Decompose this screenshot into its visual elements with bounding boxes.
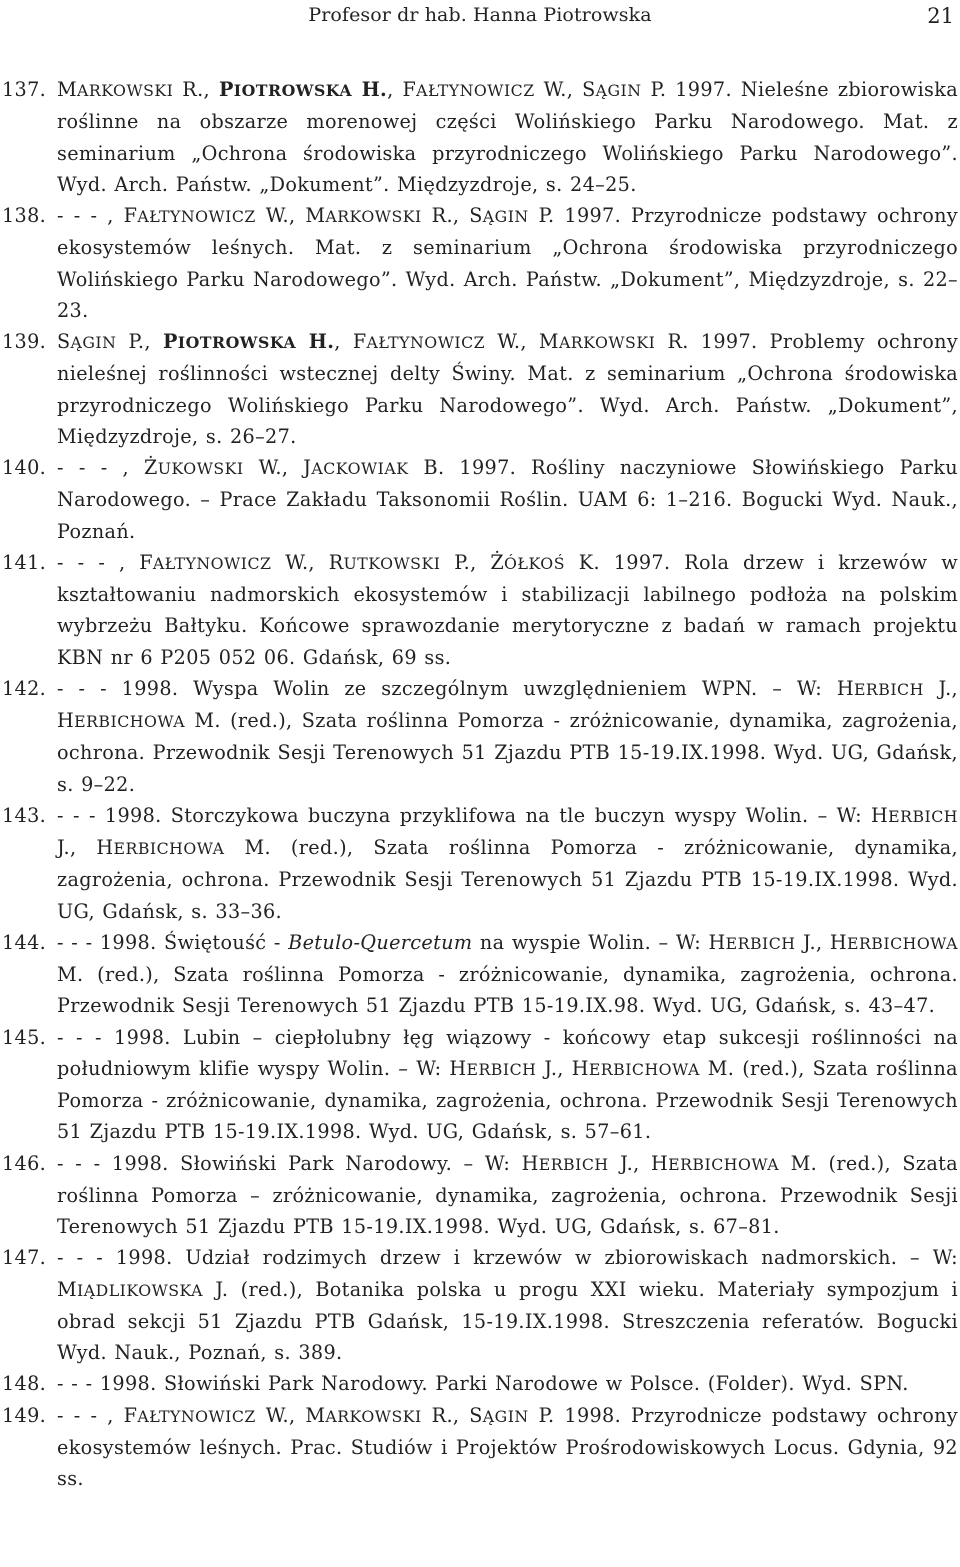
reference-text: ĄGIN: [70, 333, 117, 352]
page-number: 21: [927, 4, 954, 28]
reference-text: - - - , F: [57, 550, 153, 574]
reference-text: AŁTYNOWICZ: [137, 207, 256, 226]
reference-text: - - - 1998. Udział rodzimych drzew i krzewów w zbiorowiskach nadmorskich. – W: M: [57, 1246, 958, 1301]
reference-text: ĄGIN: [482, 207, 529, 226]
reference-text: M. (red.), Szata roślinna Pomorza – zróżnicowanie, dynamika, zagrożenia, ochrona. Przewodnik Sesji Terenowych 51 Zjazdu PTB 15-19.IX.1998. Wyd. UG, Gdańsk, s. 67–81.: [57, 1151, 958, 1238]
reference-entry: [2, 1368, 958, 1399]
reference-entry: [2, 800, 958, 927]
reference-entry: [2, 673, 958, 800]
reference-text: R., S: [421, 1403, 483, 1427]
reference-text: ERBICH: [853, 679, 924, 699]
reference-text: - - - 1998. Lubin – ciepłolubny łęg wiązowy - końcowy etap sukcesji roślinności na południowym klifie wyspy Wolin. – W: H: [57, 1025, 958, 1080]
reference-number: 144.: [2, 930, 47, 954]
reference-text: J. (red.), Botanika polska u progu XXI wieku. Materiały sympozjum i obrad sekcji 51 Zjazdu PTB Gdańsk, 15-19.IX.1998. Streszczenia referatów. Bogucki Wyd. Nauk., Poznań, s. 389.: [57, 1277, 958, 1364]
reference-text: - - - 1998. Słowiński Park Narodowy. – W: H: [57, 1151, 539, 1175]
reference-text: M. (red.), Szata roślinna Pomorza - zróżnicowanie, dynamika, zagrożenia, ochrona. Przewodnik Sesji Terenowych 51 Zjazdu PTB 15-19.IX.1998. Wyd. UG, Gdańsk, s. 33–36.: [57, 836, 959, 923]
reference-entry: [2, 1022, 958, 1148]
reference-text: ERBICHOWA: [74, 712, 186, 731]
reference-text: W., J: [243, 456, 312, 479]
reference-number: 149.: [2, 1403, 47, 1427]
reference-number: 139.: [2, 330, 47, 353]
reference-text: R.,: [173, 78, 219, 101]
reference-text: ERBICH: [538, 1154, 609, 1174]
reference-entry: [2, 1400, 958, 1495]
reference-entry: [2, 1148, 958, 1243]
reference-number: 147.: [2, 1246, 47, 1270]
reference-number: 137.: [2, 78, 47, 101]
reference-text: W., M: [485, 330, 559, 353]
reference-text: P.,: [116, 330, 163, 353]
running-header: [2, 0, 958, 30]
reference-text: ERBICH: [888, 806, 958, 826]
reference-text: J., H: [608, 1151, 669, 1175]
reference-text: P., Ż: [440, 550, 505, 574]
reference-text: UKOWSKI: [157, 459, 244, 478]
reference-number: 148.: [2, 1372, 47, 1396]
reference-text: - - - 1998. Świętouść -: [57, 930, 289, 954]
reference-text: ARKOWSKI: [77, 81, 174, 100]
reference-text: M. (red.), Szata roślinna Pomorza - zróżnicowanie, dynamika, zagrożenia, ochrona. Przewodnik Sesji Terenowych 51 Zjazdu PTB 15-19.IX.1998. Wyd. UG, Gdańsk, s. 57–61.: [57, 1056, 958, 1144]
reference-text: AŁTYNOWICZ: [152, 553, 272, 573]
reference-text: ACKOWIAK: [311, 459, 409, 478]
reference-list: [2, 74, 958, 1494]
reference-text: W., S: [534, 78, 596, 101]
reference-text: R., S: [421, 204, 483, 227]
reference-text: AŁTYNOWICZ: [137, 1406, 256, 1426]
header-author: Profesor dr hab. Hanna Piotrowska: [308, 4, 652, 26]
reference-text: - - - 1998. Wyspa Wolin ze szczególnym uwzględnieniem WPN. – W: H: [57, 676, 854, 700]
reference-text: , F: [334, 330, 367, 353]
reference-text: Betulo-Quercetum: [288, 930, 473, 954]
reference-text: J., H: [795, 930, 847, 954]
reference-text: ÓŁKOŚ: [504, 553, 565, 573]
reference-text: , F: [387, 78, 417, 101]
reference-text: AŁTYNOWICZ: [416, 81, 535, 100]
reference-text: IOTROWSKA: [233, 81, 353, 100]
reference-text: H.: [352, 78, 388, 101]
reference-text: AŁTYNOWICZ: [366, 333, 486, 352]
reference-text: R. 1997. Problemy ochrony nieleśnej roślinności wstecznej delty Świny. Mat. z seminarium „Ochrona środowiska przyrodniczego Wolińskiego Parku Narodowego”. Wyd. Arch. Państw. „Dokument”, Międzyzdroje, s. 26–27.: [57, 330, 959, 448]
reference-number: 142.: [2, 676, 47, 700]
reference-text: J., H: [57, 676, 958, 732]
reference-number: 141.: [2, 550, 47, 574]
reference-text: P: [162, 330, 178, 353]
reference-text: ERBICHOWA: [668, 1154, 780, 1174]
reference-entry: [2, 547, 958, 673]
reference-number: 146.: [2, 1151, 47, 1175]
reference-text: M. (red.), Szata roślinna Pomorza - zróżnicowanie, dynamika, zagrożenia, ochrona. Przewodnik Sesji Terenowych 51 Zjazdu PTB 15-19.IX.1998. Wyd. UG, Gdańsk, s. 9–22.: [57, 709, 958, 796]
reference-text: - - - 1998. Storczykowa buczyna przyklifowa na tle buczyn wyspy Wolin. – W: H: [57, 803, 889, 827]
reference-entry: [2, 927, 958, 1022]
reference-text: - - - , Ż: [57, 456, 158, 479]
reference-text: ARKOWSKI: [325, 1406, 422, 1426]
reference-text: ARKOWSKI: [325, 207, 422, 226]
reference-text: J., H: [536, 1056, 589, 1080]
reference-text: W., R: [271, 550, 344, 574]
reference-text: ERBICH: [725, 933, 796, 953]
reference-text: P. 1998. Przyrodnicze podstawy ochrony ekosystemów leśnych. Prac. Studiów i Projektów Prośrodowiskowych Locus. Gdynia, 92 ss.: [57, 1403, 958, 1490]
reference-text: IĄDLIKOWSKA: [77, 1280, 204, 1300]
reference-text: K. 1997. Rola drzew i krzewów w kształtowaniu nadmorskich ekosystemów i stabilizacji labilnego podłoża na polskim wybrzeżu Bałtyku. Końcowe sprawozdanie merytoryczne z badań w ramach projektu KBN nr 6 P205 052 06. Gdańsk, 69 ss.: [57, 550, 958, 669]
reference-text: W., M: [255, 1403, 326, 1427]
reference-text: M. (red.), Szata roślinna Pomorza - zróżnicowanie, dynamika, zagrożenia, ochrona. Przewodnik Sesji Terenowych 51 Zjazdu PTB 15-19.IX.98. Wyd. UG, Gdańsk, s. 43–47.: [57, 963, 958, 1018]
reference-number: 143.: [2, 803, 47, 827]
reference-entry: [2, 74, 958, 200]
reference-text: ĄGIN: [595, 81, 642, 100]
reference-text: ARKOWSKI: [558, 333, 656, 352]
reference-text: P. 1997. Przyrodnicze podstawy ochrony ekosystemów leśnych. Mat. z seminarium „Ochrona środowiska przyrodniczego Wolińskiego Parku Narodowego”. Wyd. Arch. Państw. „Dokument”, Międzyzdroje, s. 22–23.: [57, 204, 958, 322]
reference-number: 140.: [2, 456, 47, 479]
reference-text: na wyspie Wolin. – W: H: [472, 930, 726, 954]
reference-text: B. 1997. Rośliny naczyniowe Słowińskiego Parku Narodowego. – Prace Zakładu Taksonomii Roślin. UAM 6: 1–216. Bogucki Wyd. Nauk., Poznań.: [57, 456, 958, 543]
reference-text: J., H: [57, 836, 114, 859]
reference-text: W., M: [255, 204, 326, 227]
reference-text: P: [218, 78, 234, 101]
reference-text: M: [57, 78, 77, 101]
reference-text: ERBICHOWA: [846, 933, 958, 953]
reference-text: H.: [296, 330, 335, 353]
reference-number: 138.: [2, 204, 47, 227]
reference-number: 145.: [2, 1025, 47, 1049]
reference-text: ERBICHOWA: [588, 1059, 700, 1079]
reference-entry: [2, 452, 958, 547]
reference-text: - - - , F: [57, 1403, 138, 1427]
reference-text: IOTROWSKA: [177, 333, 297, 352]
reference-entry: [2, 1242, 958, 1368]
reference-text: UTKOWSKI: [343, 553, 441, 573]
reference-text: ERBICHOWA: [113, 839, 225, 858]
reference-text: P. 1997. Nieleśne zbiorowiska roślinne na obszarze morenowej części Wolińskiego Parku Narodowego. Mat. z seminarium „Ochrona środowiska przyrodniczego Wolińskiego Parku Narodowego”. Wyd. Arch. Państw. „Dokument”. Międzyzdroje, s. 24–25.: [57, 78, 959, 196]
reference-text: S: [57, 330, 71, 353]
reference-text: ERBICH: [466, 1059, 537, 1079]
reference-text: - - - , F: [57, 204, 138, 227]
reference-text: - - - 1998. Słowiński Park Narodowy. Parki Narodowe w Polsce. (Folder). Wyd. SPN.: [57, 1372, 909, 1396]
reference-entry: [2, 326, 958, 452]
reference-entry: [2, 200, 958, 326]
reference-text: ĄGIN: [482, 1406, 529, 1426]
